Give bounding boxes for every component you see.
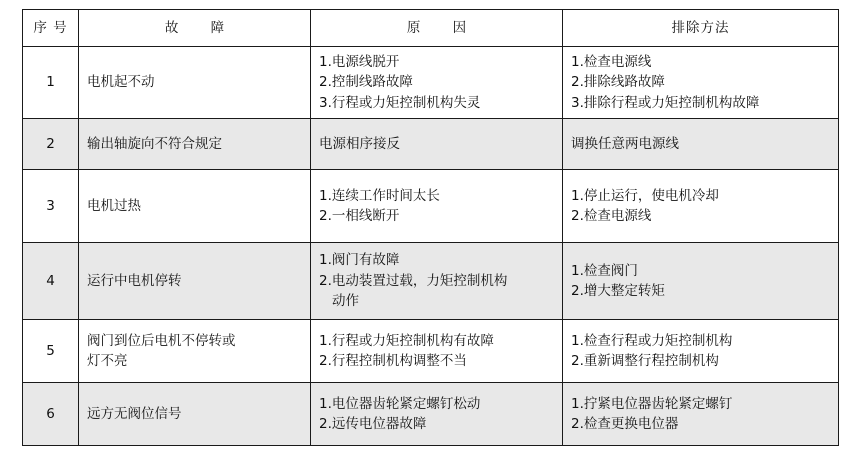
cell-cause-line: 1.电源线脱开 (319, 54, 400, 70)
cell-cause-line: 1.连续工作时间太长 (319, 187, 440, 204)
cell-cause-line: 2.一相线断开 (319, 207, 400, 224)
cell-fault-line: 输出轴旋向不符合规定 (87, 135, 222, 152)
cell-row-number: 6 (23, 382, 79, 445)
cell-cause (311, 242, 563, 319)
cell-remedy-line: 1.检查行程或力矩控制机构 (571, 332, 733, 349)
cell-fault-line: 阀门到位后电机不停转或 (87, 332, 236, 349)
cell-fault-lines (87, 331, 302, 372)
cell-fault-line: 运行中电机停转 (87, 272, 182, 289)
cell-fault-line: 灯不亮 (87, 352, 128, 369)
cell-cause-line: 2.控制线路故障 (319, 74, 413, 91)
cell-cause-line: 1.电位器齿轮紧定螺钉松动 (319, 395, 481, 412)
column-header-fault: 故 障 (79, 10, 311, 47)
cell-remedy-lines (571, 186, 830, 227)
cell-row-number: 4 (23, 242, 79, 319)
cell-fault (79, 382, 311, 445)
cell-remedy (563, 118, 839, 169)
cell-fault (79, 242, 311, 319)
cell-fault-lines (87, 404, 302, 424)
cell-remedy-line: 1.停止运行，使电机冷却 (571, 187, 719, 204)
cell-cause-line: 1.阀门有故障 (319, 252, 400, 269)
cell-cause-line: 1.行程或力矩控制机构有故障 (319, 332, 494, 349)
cell-remedy (563, 169, 839, 242)
table-row (23, 242, 839, 319)
table-row (23, 319, 839, 382)
cell-fault-lines (87, 271, 302, 291)
cell-row-number: 5 (23, 319, 79, 382)
cell-fault-line: 远方无阀位信号 (87, 405, 182, 422)
cell-fault-line: 电机起不动 (87, 74, 155, 91)
table-row (23, 382, 839, 445)
cell-cause-lines (319, 394, 554, 435)
cell-remedy (563, 242, 839, 319)
cell-remedy-line: 1.检查阀门 (571, 262, 638, 279)
cell-cause-line: 电源相序接反 (319, 135, 400, 152)
cell-fault-line: 电机过热 (87, 197, 141, 214)
cell-fault (79, 118, 311, 169)
cell-cause (311, 47, 563, 119)
table-row (23, 47, 839, 119)
cell-cause (311, 382, 563, 445)
cell-remedy-line: 2.增大整定转矩 (571, 282, 665, 299)
cell-remedy (563, 47, 839, 119)
table-row (23, 118, 839, 169)
cell-row-number: 2 (23, 118, 79, 169)
table-header-row (23, 10, 839, 47)
cell-cause (311, 319, 563, 382)
cell-cause-line: 2.行程控制机构调整不当 (319, 352, 467, 369)
cell-remedy-line: 3.排除行程或力矩控制机构故障 (571, 94, 760, 111)
cell-cause (311, 169, 563, 242)
cell-cause-lines (319, 331, 554, 372)
cell-remedy-line: 调换任意两电源线 (571, 135, 679, 152)
cell-remedy-lines (571, 331, 830, 372)
cell-fault (79, 169, 311, 242)
cell-row-number: 3 (23, 169, 79, 242)
cell-cause-line: 3.行程或力矩控制机构失灵 (319, 94, 481, 111)
fault-troubleshooting-table (22, 9, 839, 446)
cell-fault (79, 47, 311, 119)
cell-cause-lines (319, 250, 554, 311)
cell-remedy-lines (571, 52, 830, 113)
cell-remedy-lines (571, 261, 830, 302)
cell-remedy-line: 2.检查电源线 (571, 207, 652, 224)
cell-cause-line: 2.电动装置过载，力矩控制机构 (319, 272, 508, 289)
table-body (23, 47, 839, 446)
column-header-cause: 原 因 (311, 10, 563, 47)
column-header-number: 序 号 (23, 10, 79, 47)
column-header-remedy: 排除方法 (563, 10, 839, 47)
cell-remedy-line: 2.重新调整行程控制机构 (571, 352, 719, 369)
cell-remedy-lines (571, 134, 830, 154)
table-row (23, 169, 839, 242)
cell-fault-lines (87, 196, 302, 216)
cell-cause-lines (319, 134, 554, 154)
cell-remedy (563, 382, 839, 445)
cell-cause (311, 118, 563, 169)
cell-cause-line: 2.远传电位器故障 (319, 415, 427, 432)
cell-remedy-line: 2.检查更换电位器 (571, 415, 679, 432)
cell-fault-lines (87, 72, 302, 92)
cell-remedy-line: 1.拧紧电位器齿轮紧定螺钉 (571, 395, 733, 412)
cell-remedy-line: 2.排除线路故障 (571, 74, 665, 91)
cell-cause-lines (319, 52, 554, 113)
cell-fault-lines (87, 134, 302, 154)
cell-remedy-lines (571, 394, 830, 435)
cell-remedy-line: 1.检查电源线 (571, 54, 652, 70)
cell-row-number: 1 (23, 47, 79, 119)
cell-cause-line: 动作 (332, 292, 359, 309)
cell-remedy (563, 319, 839, 382)
table-header (23, 10, 839, 47)
cell-fault (79, 319, 311, 382)
cell-cause-lines (319, 186, 554, 227)
